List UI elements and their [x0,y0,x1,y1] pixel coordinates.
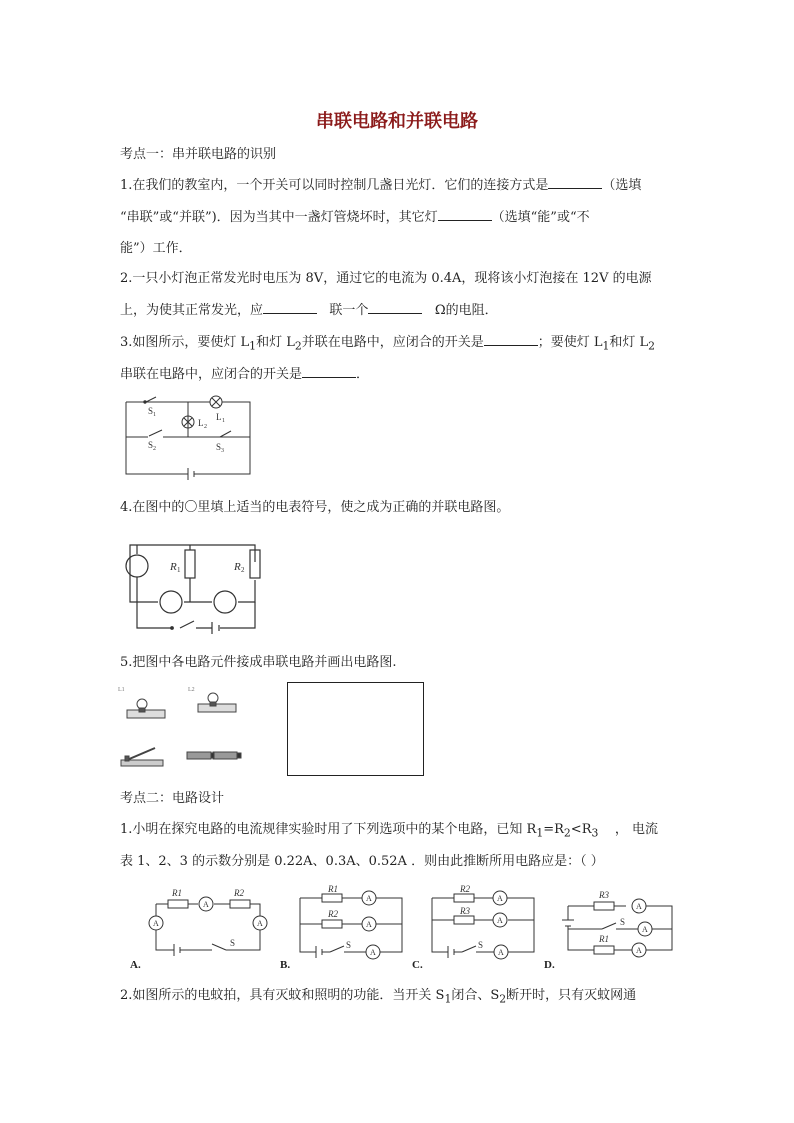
q3-text-f: 串联在电路中，应闭合的开关是 [120,367,303,382]
question-3-line-1 [120,332,655,357]
resistor-label: R1 [328,884,338,894]
label-l2-sub: 2 [204,424,207,430]
question-3-line-2 [120,364,369,385]
subscript: 2 [499,992,507,1006]
label-s1: S [148,406,154,416]
answer-blank[interactable] [302,364,356,378]
section-heading-1: 考点一：串并联电路的识别 [120,147,277,162]
subscript: 1 [602,339,610,353]
q1-text-a: 1.在我们的教室内，一个开关可以同时控制几盏日光灯．它们的连接方式是 [120,178,549,193]
label-s2: S [148,440,154,450]
ammeter-label: A [498,948,504,957]
meter-circle-blank-icon [214,591,236,613]
resistor-label: R2 [328,909,338,919]
q1-text-c: “串联”或“并联”)．因为当其中一盏灯管烧坏时，其它灯 [120,210,438,225]
ammeter-label: A [203,900,209,909]
subscript: 1 [444,992,452,1006]
ammeter-label: A [636,946,642,955]
d1-text-b: =R [543,822,564,837]
q3-text-c: 并联在电路中，应闭合的开关是 [301,335,484,350]
label-r2: R [234,561,241,573]
d2-text-b: 闭合、S [451,988,500,1003]
question-4-text: 4.在图中的〇里填上适当的电表符号，使之成为正确的并联电路图。 [120,500,510,515]
q3-circuit-diagram [118,390,258,485]
meter-circle-blank-icon [160,591,182,613]
q2-text-c: Ω的电阻． [434,303,498,318]
question-1-line-3: 能”）工作． [120,241,192,256]
label-s2-sub: 2 [153,446,156,452]
option-label: B. [280,959,291,971]
d1-text-c: <R [570,822,592,837]
q4-circuit-diagram [120,540,265,635]
question-2-line-1: 2.一只小灯泡正常发光时电压为 8V，通过它的电流为 0.4A，现将该小灯泡接在 12V 的电源 [120,271,652,286]
section-heading-2: 考点二：电路设计 [120,791,225,806]
answer-blank[interactable] [263,300,317,314]
subscript: 1 [536,826,544,840]
label-lamp-1: L1 [118,687,125,693]
subscript: 1 [249,339,257,353]
option-c-circuit[interactable] [410,884,540,972]
subscript: 3 [591,826,599,840]
answer-blank[interactable] [368,300,422,314]
label-l2: L [198,418,204,428]
meter-circle-blank-icon [126,555,148,577]
question-2-line-2 [120,300,498,321]
option-b-circuit[interactable] [278,884,408,972]
q3-text-d: ；要使灯 L [537,335,603,350]
ammeter-label: A [366,920,372,929]
page-title: 串联电路和并联电路 [316,111,478,132]
d1-text-a: 1.小明在探究电路的电流规律实验时用了下列选项中的某个电路，已知 R [120,822,537,837]
resistor-label: R2 [460,884,470,894]
q1-text-d: （选填“能”或“不 [491,210,590,225]
q1-text-b: （选填 [602,178,642,193]
option-label: C. [412,959,423,971]
q5-components-picture [115,682,250,774]
design-question-1-line-1 [120,820,658,844]
switch-label: S [478,940,484,950]
ammeter-label: A [366,894,372,903]
q2-text-a: 上，为使其正常发光，应 [120,303,264,318]
ammeter-label: A [497,916,503,925]
label-s1-sub: 1 [153,412,156,418]
subscript: 2 [294,339,302,353]
resistor-label: R2 [234,888,244,898]
label-s3: S [216,442,222,452]
question-1-line-1 [120,175,641,196]
option-label: D. [544,959,555,971]
question-1-line-2 [120,207,590,228]
drawing-box[interactable] [287,682,424,776]
label-l1-sub: 1 [222,418,225,424]
switch-label: S [620,917,626,927]
d2-text-a: 2.如图所示的电蚊拍，具有灭蚊和照明的功能．当开关 S [120,988,445,1003]
ammeter-label: A [642,925,648,934]
switch-label: S [230,938,236,948]
answer-blank[interactable] [484,332,538,346]
d1-text-d: ， 电流 [614,822,659,837]
option-a-circuit[interactable] [126,884,276,972]
q3-text-a: 3.如图所示，要使灯 L [120,335,250,350]
design-question-1-line-2: 表 1、2、3 的示数分别是 0.22A、0.3A、0.52A ．则由此推断所用电路应是：（ ） [120,854,604,869]
label-l1: L [216,412,222,422]
switch-label: S [346,940,352,950]
d2-text-c: 断开时，只有灭蚊网通 [506,988,637,1003]
q2-text-b: 联一个 [329,303,369,318]
subscript: 2 [563,826,571,840]
label-r1-sub: 1 [177,566,181,574]
resistor-label: R1 [599,934,609,944]
resistor-label: R3 [460,906,470,916]
answer-blank[interactable] [438,207,492,221]
question-5-text: 5.把图中各电路元件接成串联电路并画出电路图. [120,655,397,670]
ammeter-label: A [153,919,159,928]
ammeter-label: A [257,919,263,928]
design-question-2-line-1 [120,986,636,1010]
q3-text-e: 和灯 L [609,335,649,350]
option-d-circuit[interactable] [542,884,677,972]
answer-blank[interactable] [548,175,602,189]
option-label: A. [130,959,141,971]
resistor-label: R1 [172,888,182,898]
q3-text-g: ． [356,367,370,382]
ammeter-label: A [370,948,376,957]
label-r2-sub: 2 [241,566,245,574]
ammeter-label: A [497,894,503,903]
label-s3-sub: 3 [221,448,224,454]
label-lamp-2: L2 [188,687,195,693]
q3-text-b: 和灯 L [256,335,295,350]
ammeter-label: A [636,902,642,911]
subscript: 2 [648,339,656,353]
resistor-label: R3 [599,890,609,900]
label-r1: R [170,561,177,573]
